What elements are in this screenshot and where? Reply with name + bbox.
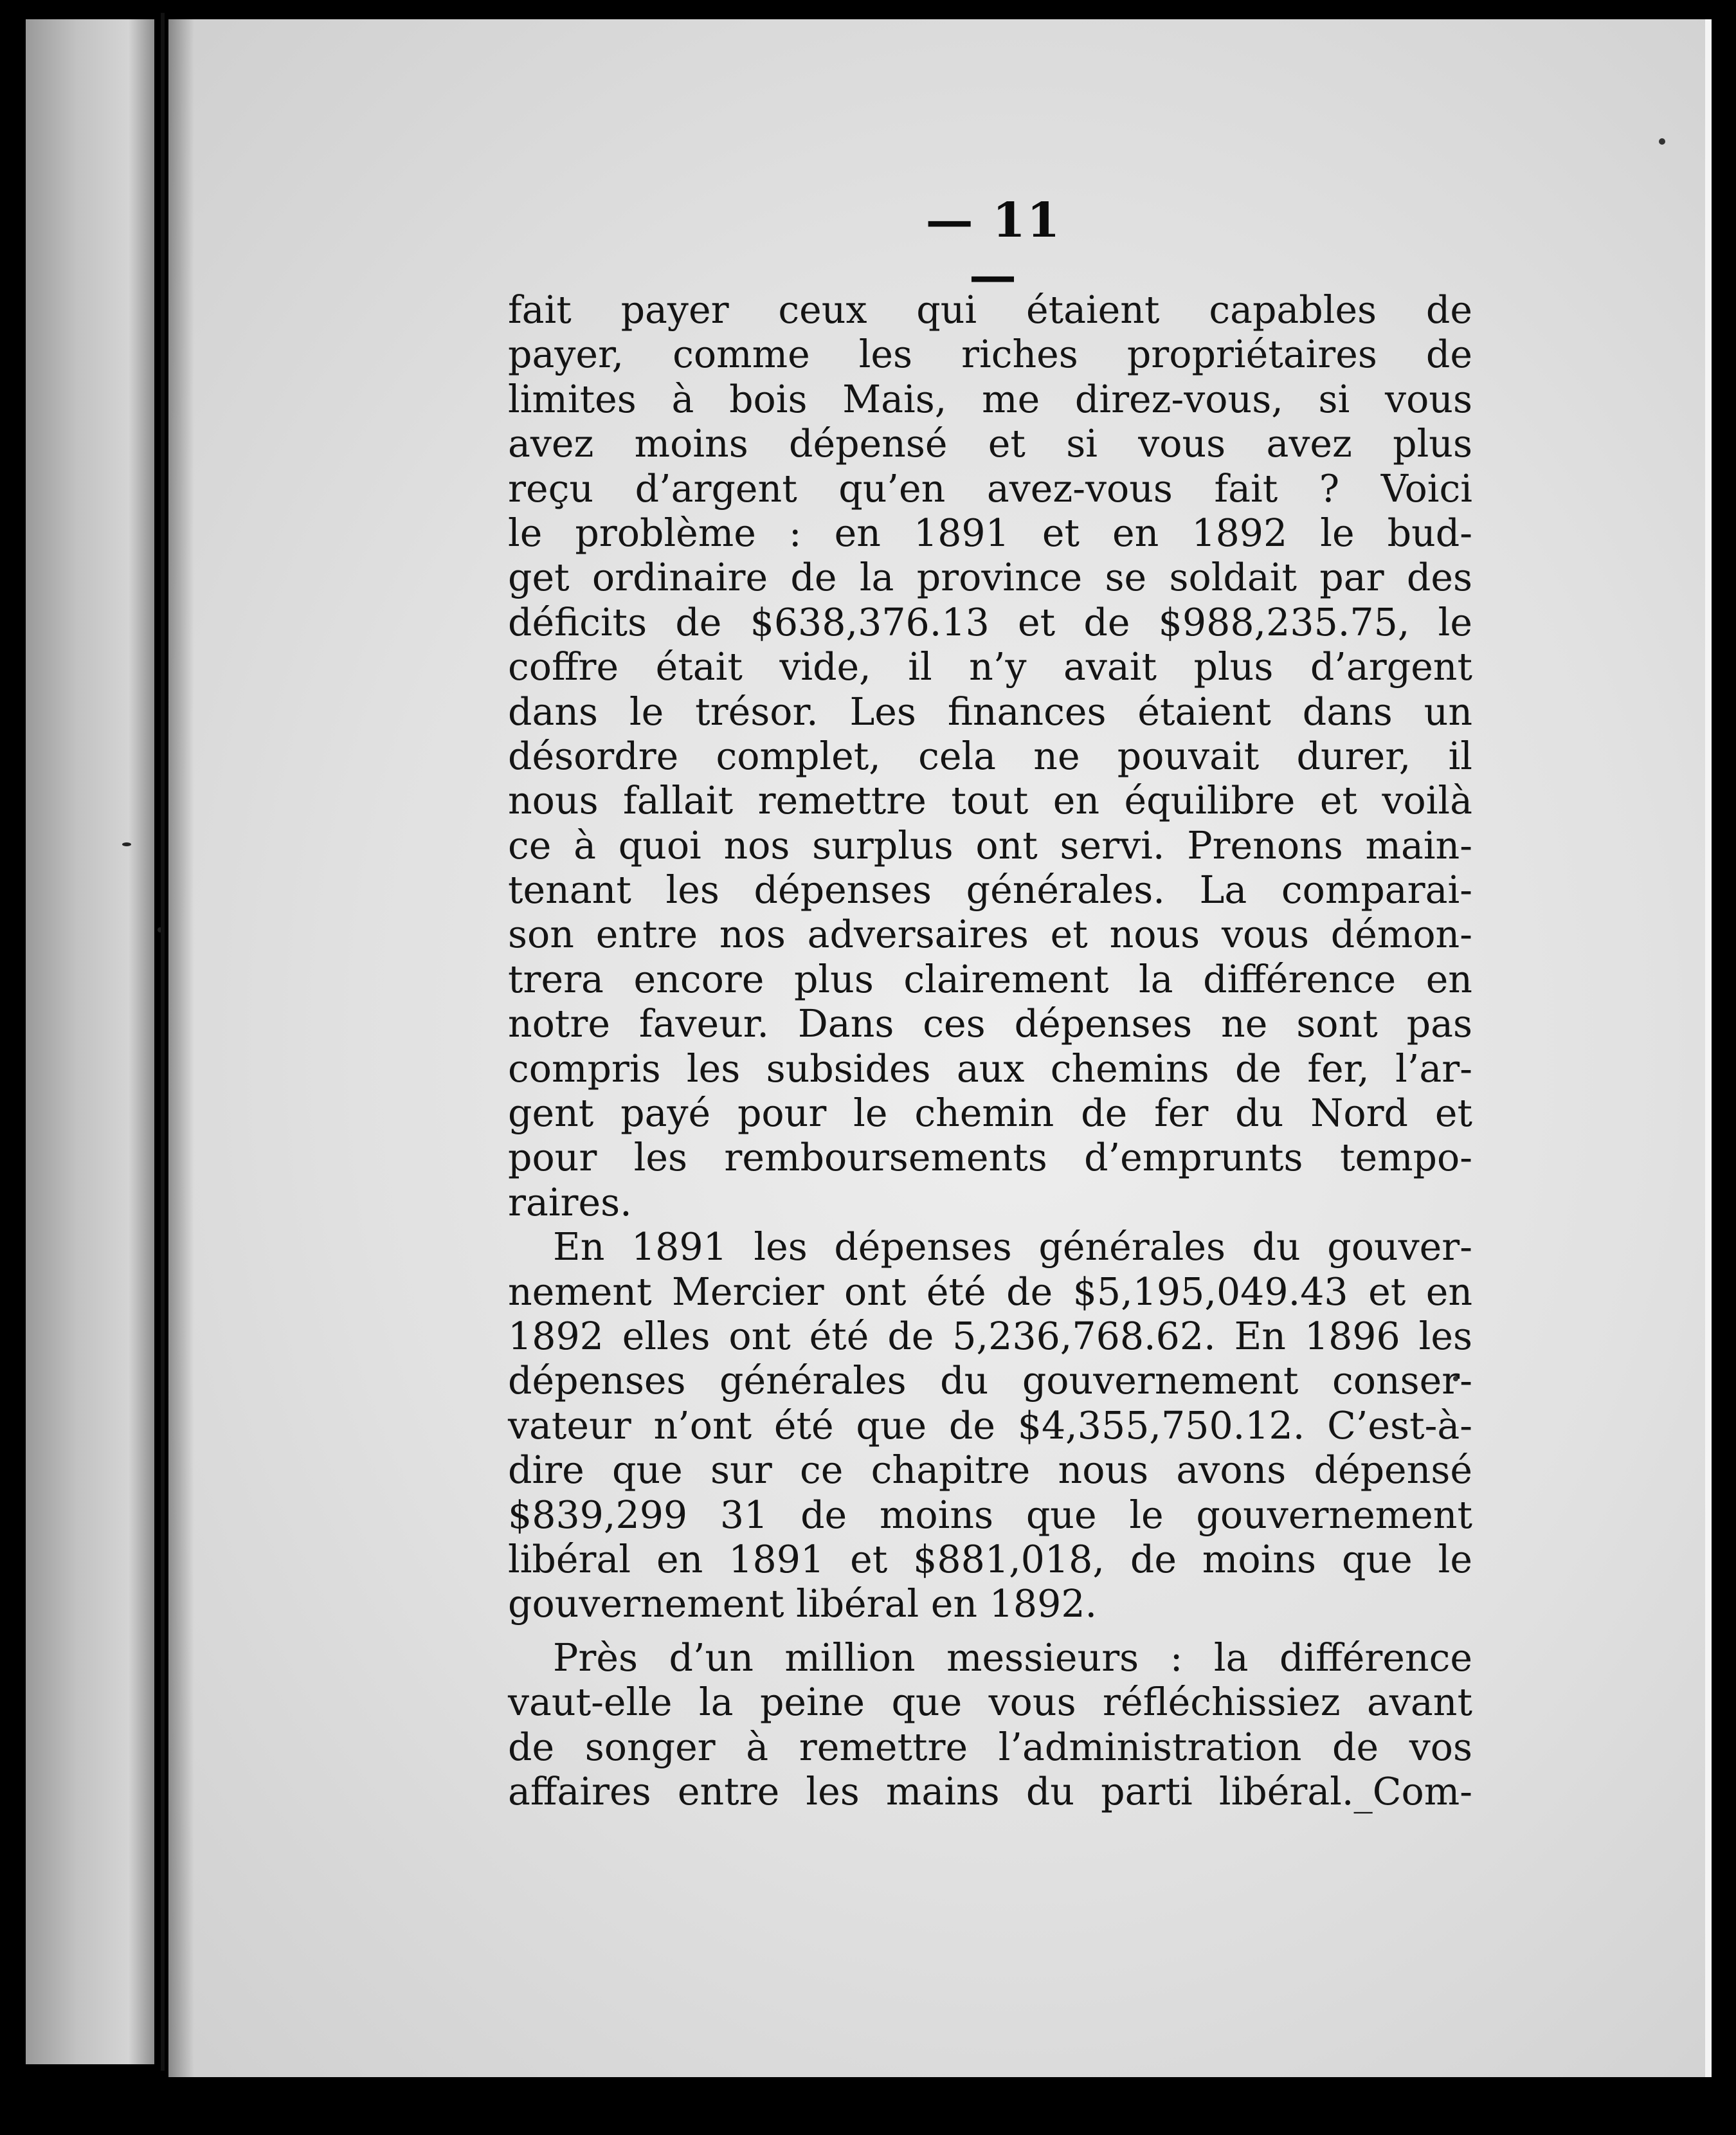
text-line: le problème : en 1891 et en 1892 le bud- — [508, 511, 1472, 555]
text-line: $839,299 31 de moins que le gouvernement — [508, 1493, 1472, 1537]
text-line: pour les remboursements d’emprunts tempo- — [508, 1136, 1472, 1180]
text-line: payer, comme les riches propriétaires de — [508, 332, 1472, 377]
scan-speck — [122, 842, 131, 846]
text-line: vateur n’ont été que de $4,355,750.12. C’est-à- — [508, 1403, 1472, 1448]
text-line: de songer à remettre l’administration de vos — [508, 1725, 1472, 1769]
text-line: get ordinaire de la province se soldait par des — [508, 556, 1472, 600]
facing-page-edge — [26, 19, 154, 2064]
text-line: avez moins dépensé et si vous avez plus — [508, 422, 1472, 466]
text-line: nement Mercier ont été de $5,195,049.43 et en — [508, 1269, 1472, 1314]
text-line: son entre nos adversaires et nous vous démon- — [508, 913, 1472, 957]
page-shadow — [168, 19, 194, 2077]
text-line: trera encore plus clairement la différence en — [508, 957, 1472, 1001]
text-line: limites à bois Mais, me direz-vous, si vous — [508, 377, 1472, 421]
scan-speck — [1659, 138, 1665, 145]
text-line: tenant les dépenses générales. La comparai- — [508, 868, 1472, 913]
text-line: dans le trésor. Les finances étaient dans un — [508, 689, 1472, 734]
text-line: dire que sur ce chapitre nous avons dépensé — [508, 1448, 1472, 1493]
page-number: — 11 — — [925, 193, 1062, 304]
body-text — [508, 288, 1472, 1814]
text-line: 1892 elles ont été de 5,236,768.62. En 1896 les — [508, 1314, 1472, 1358]
page-right-edge — [1705, 19, 1712, 2077]
text-line: nous fallait remettre tout en équilibre et voilà — [508, 779, 1472, 823]
text-line: reçu d’argent qu’en avez-vous fait ? Voici — [508, 466, 1472, 511]
text-line: gent payé pour le chemin de fer du Nord et — [508, 1091, 1472, 1136]
text-line: raires. — [508, 1180, 632, 1224]
text-line: compris les subsides aux chemins de fer, l’ar- — [508, 1046, 1472, 1091]
text-line: déficits de $638,376.13 et de $988,235.75, le — [508, 600, 1472, 644]
text-line: libéral en 1891 et $881,018, de moins que le — [508, 1537, 1472, 1581]
text-line: ce à quoi nos surplus ont servi. Prenons main- — [508, 823, 1472, 868]
text-line: gouvernement libéral en 1892. — [508, 1582, 1098, 1626]
binding-gutter — [161, 13, 165, 2071]
text-line: notre faveur. Dans ces dépenses ne sont pas — [508, 1002, 1472, 1046]
text-line: Près d’un million messieurs : la différence — [553, 1635, 1472, 1680]
text-line: dépenses générales du gouvernement conser- — [508, 1359, 1472, 1403]
text-line: coffre était vide, il n’y avait plus d’argent — [508, 645, 1472, 689]
text-line: vaut-elle la peine que vous réfléchissiez avant — [508, 1680, 1472, 1725]
text-line: désordre complet, cela ne pouvait durer, il — [508, 734, 1472, 778]
text-line: affaires entre les mains du parti libéral._Com- — [508, 1769, 1472, 1813]
text-line: fait payer ceux qui étaient capables de — [508, 288, 1472, 332]
text-line: En 1891 les dépenses générales du gouver- — [553, 1225, 1472, 1269]
